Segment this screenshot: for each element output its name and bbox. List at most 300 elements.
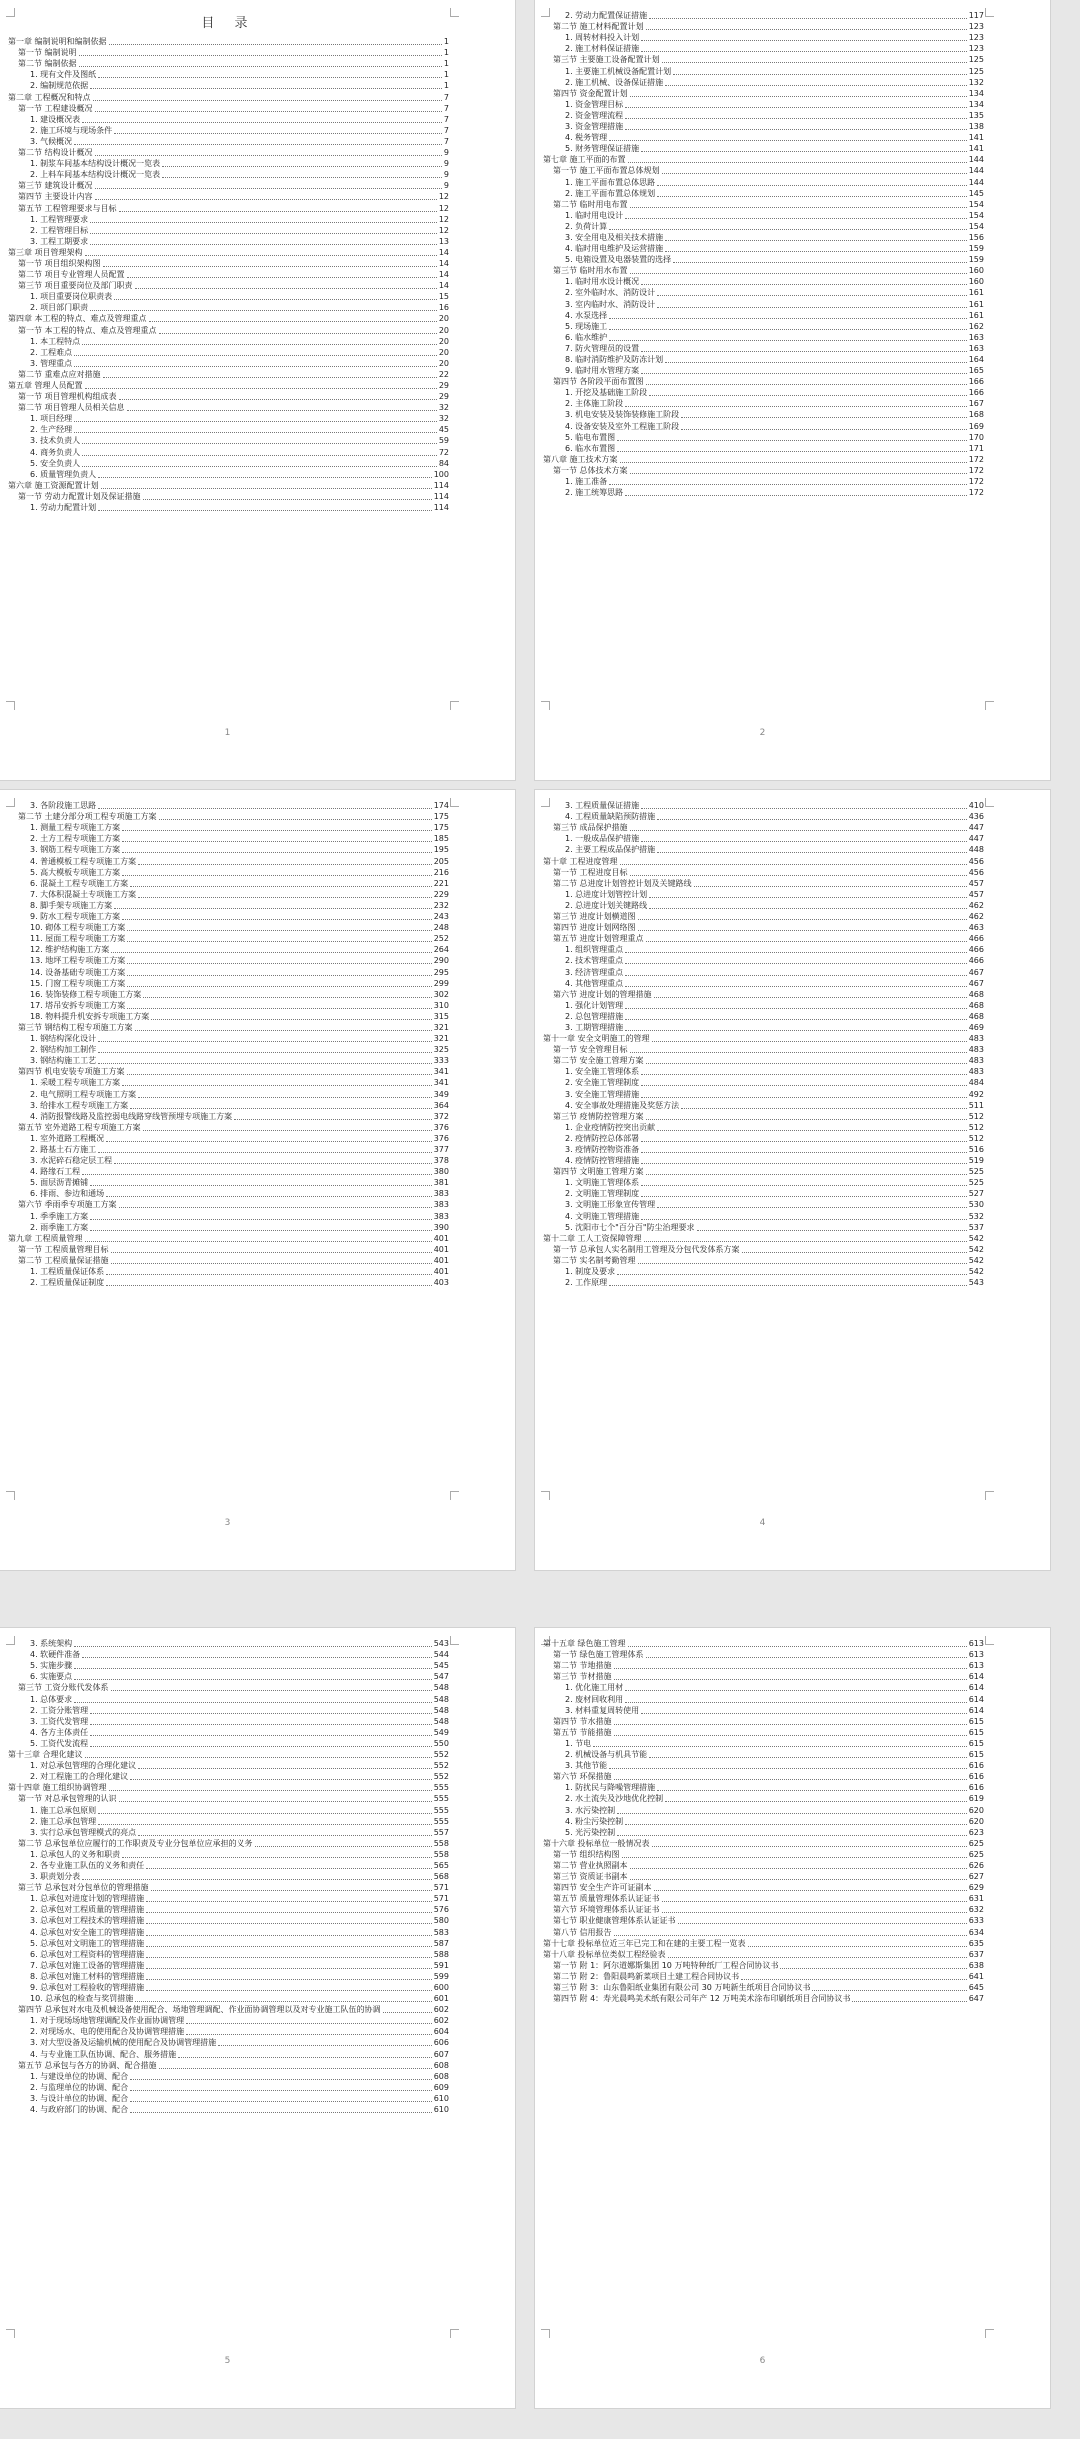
- toc-item-entry[interactable]: [8, 1671, 449, 1682]
- toc-item-entry[interactable]: [8, 458, 449, 469]
- toc-entry-page: 138: [968, 122, 984, 132]
- toc-item-entry[interactable]: [8, 1760, 449, 1771]
- toc-item-entry[interactable]: [543, 332, 984, 343]
- toc-item-entry[interactable]: [543, 476, 984, 487]
- toc-section-entry[interactable]: [543, 1055, 984, 1066]
- toc-item-entry[interactable]: [8, 302, 449, 313]
- toc-item-entry[interactable]: [8, 1827, 449, 1838]
- toc-chapter-entry[interactable]: [543, 1638, 984, 1649]
- toc-item-entry[interactable]: [8, 1649, 449, 1660]
- dot-leader: [614, 1735, 967, 1736]
- toc-item-entry[interactable]: [543, 1266, 984, 1277]
- toc-section-entry[interactable]: [543, 1111, 984, 1122]
- toc-section-entry[interactable]: [543, 1849, 984, 1860]
- toc-item-entry[interactable]: [543, 1693, 984, 1704]
- toc-section-entry[interactable]: [543, 165, 984, 176]
- dot-leader: [146, 1979, 432, 1980]
- toc-item-entry[interactable]: [543, 276, 984, 287]
- toc-item-entry[interactable]: [8, 1166, 449, 1177]
- toc-entry-page: 530: [968, 1200, 984, 1210]
- toc-item-entry[interactable]: [543, 1682, 984, 1693]
- toc-section-entry[interactable]: [8, 1838, 449, 1849]
- toc-section-entry[interactable]: [8, 491, 449, 502]
- toc-item-entry[interactable]: [8, 833, 449, 844]
- toc-item-entry[interactable]: [543, 121, 984, 132]
- toc-item-entry[interactable]: [8, 169, 449, 180]
- toc-entry-title: 1. 施工平面布置总体思路: [565, 177, 656, 187]
- toc-section-entry[interactable]: [8, 1255, 449, 1266]
- toc-item-entry[interactable]: [543, 420, 984, 431]
- toc-section-entry[interactable]: [543, 1255, 984, 1266]
- toc-item-entry[interactable]: [8, 1804, 449, 1815]
- toc-item-entry[interactable]: [543, 944, 984, 955]
- toc-item-entry[interactable]: [8, 966, 449, 977]
- toc-item-entry[interactable]: [543, 1177, 984, 1188]
- toc-item-entry[interactable]: [8, 933, 449, 944]
- toc-item-entry[interactable]: [8, 1044, 449, 1055]
- toc-chapter-entry[interactable]: [8, 480, 449, 491]
- toc-item-entry[interactable]: [543, 443, 984, 454]
- toc-item-entry[interactable]: [8, 855, 449, 866]
- toc-item-entry[interactable]: [543, 287, 984, 298]
- toc-item-entry[interactable]: [8, 1716, 449, 1727]
- toc-item-entry[interactable]: [8, 424, 449, 435]
- toc-item-entry[interactable]: [8, 800, 449, 811]
- toc-item-entry[interactable]: [8, 944, 449, 955]
- page-number: 1: [224, 728, 231, 738]
- toc-entry-title: 第五节 节能措施: [553, 1727, 612, 1737]
- toc-item-entry[interactable]: [8, 1088, 449, 1099]
- toc-item-entry[interactable]: [543, 1155, 984, 1166]
- toc-item-entry[interactable]: [8, 2071, 449, 2082]
- toc-entry-page: 20: [438, 358, 449, 368]
- toc-section-entry[interactable]: [8, 58, 449, 69]
- toc-item-entry[interactable]: [543, 409, 984, 420]
- dot-leader: [74, 355, 437, 356]
- toc-section-entry[interactable]: [8, 2060, 449, 2071]
- toc-item-entry[interactable]: [8, 114, 449, 125]
- dot-leader: [138, 1768, 432, 1769]
- toc-entry-page: 483: [968, 1056, 984, 1066]
- toc-section-entry[interactable]: [543, 1904, 984, 1915]
- toc-list: [8, 1638, 449, 2115]
- toc-entry-page: 401: [433, 1267, 449, 1277]
- toc-item-entry[interactable]: [8, 158, 449, 169]
- toc-entry-title: 5. 高大模板专项施工方案: [30, 867, 121, 877]
- toc-item-entry[interactable]: [8, 1871, 449, 1882]
- toc-item-entry[interactable]: [543, 32, 984, 43]
- toc-section-entry[interactable]: [543, 1893, 984, 1904]
- toc-entry-page: 248: [433, 923, 449, 933]
- toc-item-entry[interactable]: [8, 889, 449, 900]
- toc-section-entry[interactable]: [543, 1882, 984, 1893]
- toc-section-entry[interactable]: [8, 1793, 449, 1804]
- toc-chapter-entry[interactable]: [8, 247, 449, 258]
- toc-chapter-entry[interactable]: [8, 313, 449, 324]
- dot-leader: [146, 1957, 432, 1958]
- toc-chapter-entry[interactable]: [8, 36, 449, 47]
- toc-entry-title: 3. 给排水工程专项施工方案: [30, 1100, 129, 1110]
- toc-item-entry[interactable]: [8, 2104, 449, 2115]
- toc-item-entry[interactable]: [543, 188, 984, 199]
- toc-item-entry[interactable]: [543, 243, 984, 254]
- toc-item-entry[interactable]: [543, 1793, 984, 1804]
- toc-item-entry[interactable]: [543, 65, 984, 76]
- toc-item-entry[interactable]: [8, 1133, 449, 1144]
- toc-chapter-entry[interactable]: [543, 154, 984, 165]
- toc-section-entry[interactable]: [8, 1066, 449, 1077]
- toc-item-entry[interactable]: [8, 2093, 449, 2104]
- toc-item-entry[interactable]: [8, 225, 449, 236]
- toc-item-entry[interactable]: [543, 298, 984, 309]
- toc-item-entry[interactable]: [8, 1000, 449, 1011]
- toc-item-entry[interactable]: [543, 99, 984, 110]
- toc-item-entry[interactable]: [8, 502, 449, 513]
- toc-section-entry[interactable]: [8, 269, 449, 280]
- toc-item-entry[interactable]: [8, 291, 449, 302]
- toc-section-entry[interactable]: [543, 376, 984, 387]
- toc-item-entry[interactable]: [543, 833, 984, 844]
- toc-section-entry[interactable]: [8, 1882, 449, 1893]
- toc-item-entry[interactable]: [8, 1693, 449, 1704]
- toc-item-entry[interactable]: [8, 1660, 449, 1671]
- toc-item-entry[interactable]: [543, 432, 984, 443]
- toc-item-entry[interactable]: [8, 80, 449, 91]
- toc-item-entry[interactable]: [543, 1077, 984, 1088]
- toc-item-entry[interactable]: [8, 1055, 449, 1066]
- toc-item-entry[interactable]: [8, 136, 449, 147]
- toc-item-entry[interactable]: [8, 911, 449, 922]
- toc-item-entry[interactable]: [543, 844, 984, 855]
- toc-item-entry[interactable]: [8, 358, 449, 369]
- toc-chapter-entry[interactable]: [543, 1838, 984, 1849]
- toc-item-entry[interactable]: [543, 1222, 984, 1233]
- toc-section-entry[interactable]: [543, 1771, 984, 1782]
- toc-section-entry[interactable]: [543, 88, 984, 99]
- toc-section-entry[interactable]: [543, 989, 984, 1000]
- toc-item-entry[interactable]: [543, 1100, 984, 1111]
- toc-item-entry[interactable]: [543, 1210, 984, 1221]
- toc-item-entry[interactable]: [543, 487, 984, 498]
- toc-section-entry[interactable]: [543, 1727, 984, 1738]
- toc-section-entry[interactable]: [8, 103, 449, 114]
- toc-section-entry[interactable]: [543, 878, 984, 889]
- toc-section-entry[interactable]: [543, 1982, 984, 1993]
- toc-item-entry[interactable]: [543, 232, 984, 243]
- toc-item-entry[interactable]: [543, 110, 984, 121]
- toc-item-entry[interactable]: [8, 446, 449, 457]
- toc-item-entry[interactable]: [543, 978, 984, 989]
- toc-item-entry[interactable]: [8, 1011, 449, 1022]
- toc-section-entry[interactable]: [543, 1871, 984, 1882]
- toc-item-entry[interactable]: [543, 1188, 984, 1199]
- toc-section-entry[interactable]: [543, 21, 984, 32]
- toc-item-entry[interactable]: [543, 1827, 984, 1838]
- toc-item-entry[interactable]: [543, 365, 984, 376]
- toc-chapter-entry[interactable]: [543, 1233, 984, 1244]
- toc-entry-title: 2. 土方工程专项施工方案: [30, 834, 121, 844]
- toc-entry-page: 154: [968, 221, 984, 231]
- dot-leader: [625, 118, 967, 119]
- toc-item-entry[interactable]: [8, 1077, 449, 1088]
- toc-item-entry[interactable]: [8, 1849, 449, 1860]
- toc-section-entry[interactable]: [8, 391, 449, 402]
- toc-item-entry[interactable]: [8, 1111, 449, 1122]
- toc-item-entry[interactable]: [8, 1266, 449, 1277]
- toc-chapter-entry[interactable]: [543, 1033, 984, 1044]
- toc-item-entry[interactable]: [543, 1816, 984, 1827]
- toc-item-entry[interactable]: [8, 955, 449, 966]
- toc-item-entry[interactable]: [8, 1860, 449, 1871]
- toc-section-entry[interactable]: [8, 324, 449, 335]
- toc-item-entry[interactable]: [8, 1949, 449, 1960]
- toc-section-entry[interactable]: [8, 1244, 449, 1255]
- toc-entry-title: 2. 工作原理: [565, 1278, 608, 1288]
- toc-item-entry[interactable]: [8, 867, 449, 878]
- toc-entry-title: 第三节 总承包对分包单位的管理措施: [18, 1883, 149, 1893]
- toc-item-entry[interactable]: [543, 1277, 984, 1288]
- toc-item-entry[interactable]: [543, 900, 984, 911]
- toc-entry-title: 4. 安全事故处理措施及奖惩方法: [565, 1100, 680, 1110]
- toc-entry-title: 2. 对现场水、电的使用配合及协调管理措施: [30, 2027, 185, 2037]
- dot-leader: [625, 952, 967, 953]
- toc-item-entry[interactable]: [543, 1133, 984, 1144]
- toc-entry-page: 565: [433, 1860, 449, 1870]
- toc-item-entry[interactable]: [8, 2026, 449, 2037]
- toc-item-entry[interactable]: [8, 347, 449, 358]
- toc-item-entry[interactable]: [543, 1066, 984, 1077]
- toc-item-entry[interactable]: [8, 1982, 449, 1993]
- toc-entry-page: 571: [433, 1883, 449, 1893]
- toc-entry-title: 2. 室外临时水、消防设计: [565, 288, 656, 298]
- toc-entry-title: 第一节 劳动力配置计划及保证措施: [18, 491, 141, 501]
- toc-item-entry[interactable]: [8, 1771, 449, 1782]
- toc-item-entry[interactable]: [543, 254, 984, 265]
- toc-item-entry[interactable]: [8, 336, 449, 347]
- toc-item-entry[interactable]: [543, 132, 984, 143]
- toc-item-entry[interactable]: [8, 1738, 449, 1749]
- dot-leader: [625, 129, 967, 130]
- toc-entry-title: 1. 周转材料投入计划: [565, 33, 640, 43]
- toc-section-entry[interactable]: [8, 202, 449, 213]
- toc-item-entry[interactable]: [543, 387, 984, 398]
- toc-item-entry[interactable]: [543, 398, 984, 409]
- toc-item-entry[interactable]: [8, 435, 449, 446]
- toc-item-entry[interactable]: [8, 878, 449, 889]
- toc-section-entry[interactable]: [8, 180, 449, 191]
- toc-item-entry[interactable]: [8, 1188, 449, 1199]
- toc-item-entry[interactable]: [8, 1100, 449, 1111]
- toc-item-entry[interactable]: [8, 1033, 449, 1044]
- toc-section-entry[interactable]: [543, 1860, 984, 1871]
- toc-item-entry[interactable]: [8, 1971, 449, 1982]
- dot-leader: [138, 1097, 432, 1098]
- toc-section-entry[interactable]: [8, 1199, 449, 1210]
- toc-section-entry[interactable]: [543, 1716, 984, 1727]
- toc-item-entry[interactable]: [8, 1155, 449, 1166]
- toc-section-entry[interactable]: [8, 280, 449, 291]
- toc-entry-page: 7: [443, 103, 449, 113]
- toc-item-entry[interactable]: [8, 900, 449, 911]
- toc-section-entry[interactable]: [543, 265, 984, 276]
- toc-section-entry[interactable]: [543, 1671, 984, 1682]
- toc-item-entry[interactable]: [8, 1222, 449, 1233]
- toc-section-entry[interactable]: [8, 811, 449, 822]
- toc-item-entry[interactable]: [8, 844, 449, 855]
- toc-chapter-entry[interactable]: [543, 1938, 984, 1949]
- toc-item-entry[interactable]: [8, 822, 449, 833]
- toc-item-entry[interactable]: [543, 1738, 984, 1749]
- dot-leader: [127, 963, 431, 964]
- toc-section-entry[interactable]: [543, 1971, 984, 1982]
- toc-section-entry[interactable]: [8, 258, 449, 269]
- toc-entry-title: 3. 各阶段施工思路: [30, 801, 97, 811]
- toc-chapter-entry[interactable]: [8, 1782, 449, 1793]
- toc-item-entry[interactable]: [543, 354, 984, 365]
- toc-item-entry[interactable]: [543, 889, 984, 900]
- toc-section-entry[interactable]: [543, 922, 984, 933]
- toc-item-entry[interactable]: [8, 469, 449, 480]
- toc-item-entry[interactable]: [543, 955, 984, 966]
- toc-section-entry[interactable]: [8, 369, 449, 380]
- toc-chapter-entry[interactable]: [543, 1949, 984, 1960]
- toc-entry-title: 2. 施工机械、设备保证措施: [565, 77, 664, 87]
- toc-item-entry[interactable]: [543, 43, 984, 54]
- toc-item-entry[interactable]: [543, 811, 984, 822]
- toc-entry-title: 第二节 重难点应对措施: [18, 369, 101, 379]
- toc-section-entry[interactable]: [8, 402, 449, 413]
- toc-section-entry[interactable]: [543, 1926, 984, 1937]
- toc-entry-page: 20: [438, 325, 449, 335]
- toc-item-entry[interactable]: [8, 2015, 449, 2026]
- toc-section-entry[interactable]: [543, 199, 984, 210]
- toc-chapter-entry[interactable]: [8, 1233, 449, 1244]
- toc-item-entry[interactable]: [8, 1727, 449, 1738]
- toc-item-entry[interactable]: [543, 1011, 984, 1022]
- toc-item-entry[interactable]: [543, 1144, 984, 1155]
- toc-item-entry[interactable]: [8, 125, 449, 136]
- toc-item-entry[interactable]: [543, 77, 984, 88]
- toc-item-entry[interactable]: [8, 1893, 449, 1904]
- toc-item-entry[interactable]: [8, 1938, 449, 1949]
- toc-item-entry[interactable]: [8, 1915, 449, 1926]
- toc-section-entry[interactable]: [8, 191, 449, 202]
- toc-item-entry[interactable]: [8, 1177, 449, 1188]
- toc-section-entry[interactable]: [543, 1915, 984, 1926]
- toc-item-entry[interactable]: [8, 1960, 449, 1971]
- toc-item-entry[interactable]: [543, 221, 984, 232]
- toc-section-entry[interactable]: [8, 1122, 449, 1133]
- toc-section-entry[interactable]: [8, 147, 449, 158]
- toc-item-entry[interactable]: [8, 2037, 449, 2048]
- toc-item-entry[interactable]: [543, 1705, 984, 1716]
- toc-item-entry[interactable]: [8, 236, 449, 247]
- toc-item-entry[interactable]: [543, 1000, 984, 1011]
- toc-item-entry[interactable]: [8, 1705, 449, 1716]
- toc-item-entry[interactable]: [8, 1277, 449, 1288]
- toc-item-entry[interactable]: [8, 1144, 449, 1155]
- toc-chapter-entry[interactable]: [543, 855, 984, 866]
- toc-item-entry[interactable]: [8, 1638, 449, 1649]
- toc-entry-title: 3. 职责划分表: [30, 1872, 81, 1882]
- toc-section-entry[interactable]: [543, 1044, 984, 1055]
- toc-item-entry[interactable]: [543, 10, 984, 21]
- toc-section-entry[interactable]: [8, 2004, 449, 2015]
- toc-item-entry[interactable]: [543, 176, 984, 187]
- toc-item-entry[interactable]: [8, 1904, 449, 1915]
- dot-leader: [617, 1274, 967, 1275]
- toc-section-entry[interactable]: [543, 1649, 984, 1660]
- toc-entry-title: 2. 安全施工管理制度: [565, 1078, 640, 1088]
- toc-section-entry[interactable]: [8, 47, 449, 58]
- toc-chapter-entry[interactable]: [543, 454, 984, 465]
- toc-item-entry[interactable]: [543, 966, 984, 977]
- toc-entry-title: 1. 工程管理要求: [30, 214, 89, 224]
- toc-section-entry[interactable]: [543, 1993, 984, 2004]
- toc-item-entry[interactable]: [543, 1804, 984, 1815]
- toc-section-entry[interactable]: [543, 867, 984, 878]
- dot-leader: [665, 362, 967, 363]
- dot-leader: [119, 399, 437, 400]
- toc-item-entry[interactable]: [543, 1782, 984, 1793]
- toc-entry-title: 第三节 钢结构工程专项施工方案: [18, 1022, 133, 1032]
- toc-entry-title: 第一节 附 1：阿尔道娜斯集团 10 万吨特种纸厂工程合同协议书: [553, 1960, 779, 1970]
- toc-item-entry[interactable]: [8, 214, 449, 225]
- toc-section-entry[interactable]: [543, 822, 984, 833]
- toc-item-entry[interactable]: [8, 1993, 449, 2004]
- toc-chapter-entry[interactable]: [8, 91, 449, 102]
- toc-item-entry[interactable]: [543, 1122, 984, 1133]
- toc-entry-title: 3. 疫情防控物资准备: [565, 1145, 640, 1154]
- toc-section-entry[interactable]: [543, 911, 984, 922]
- toc-section-entry[interactable]: [543, 1660, 984, 1671]
- toc-section-entry[interactable]: [543, 1244, 984, 1255]
- toc-section-entry[interactable]: [543, 1960, 984, 1971]
- toc-item-entry[interactable]: [543, 1749, 984, 1760]
- toc-section-entry[interactable]: [543, 933, 984, 944]
- toc-item-entry[interactable]: [543, 1088, 984, 1099]
- toc-section-entry[interactable]: [8, 1682, 449, 1693]
- toc-item-entry[interactable]: [8, 989, 449, 1000]
- toc-item-entry[interactable]: [543, 343, 984, 354]
- toc-item-entry[interactable]: [543, 321, 984, 332]
- toc-item-entry[interactable]: [543, 800, 984, 811]
- toc-item-entry[interactable]: [8, 2082, 449, 2093]
- toc-chapter-entry[interactable]: [8, 1749, 449, 1760]
- toc-item-entry[interactable]: [543, 143, 984, 154]
- toc-item-entry[interactable]: [543, 1199, 984, 1210]
- toc-section-entry[interactable]: [543, 54, 984, 65]
- toc-item-entry[interactable]: [8, 922, 449, 933]
- toc-item-entry[interactable]: [8, 1926, 449, 1937]
- toc-item-entry[interactable]: [543, 310, 984, 321]
- toc-chapter-entry[interactable]: [8, 380, 449, 391]
- toc-item-entry[interactable]: [8, 69, 449, 80]
- toc-section-entry[interactable]: [543, 1166, 984, 1177]
- toc-item-entry[interactable]: [543, 1760, 984, 1771]
- toc-section-entry[interactable]: [8, 1022, 449, 1033]
- dot-leader: [646, 1063, 967, 1064]
- toc-item-entry[interactable]: [8, 413, 449, 424]
- toc-section-entry[interactable]: [543, 465, 984, 476]
- dot-leader: [641, 373, 967, 374]
- toc-item-entry[interactable]: [8, 2048, 449, 2059]
- toc-item-entry[interactable]: [8, 1816, 449, 1827]
- toc-item-entry[interactable]: [8, 978, 449, 989]
- toc-item-entry[interactable]: [543, 1022, 984, 1033]
- toc-item-entry[interactable]: [543, 210, 984, 221]
- toc-item-entry[interactable]: [8, 1210, 449, 1221]
